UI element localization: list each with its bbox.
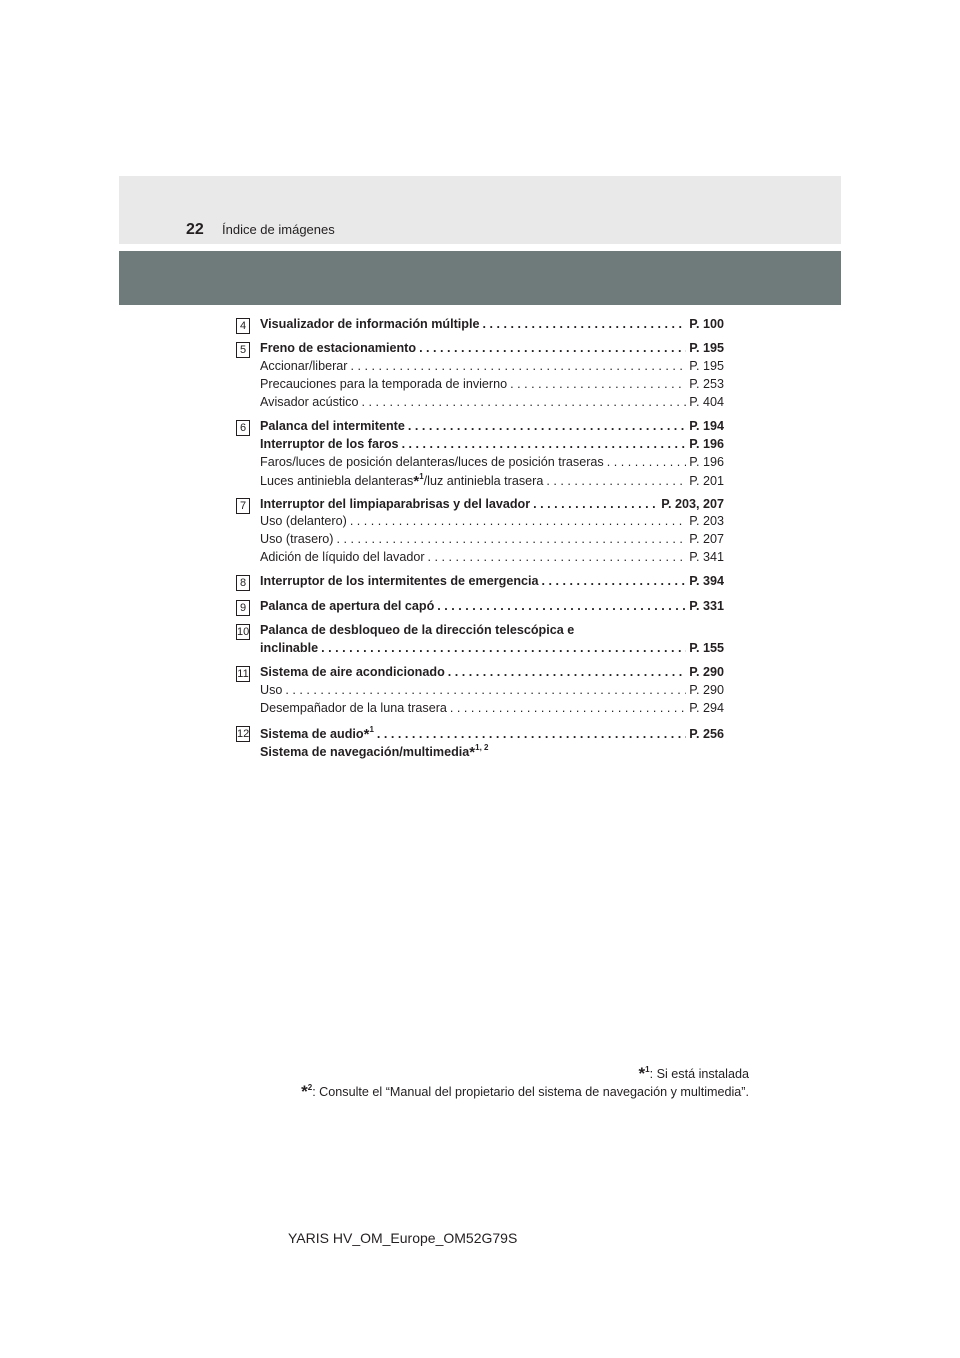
leader-dots <box>437 599 686 613</box>
page-reference: P. 341 <box>689 550 724 565</box>
index-subentry[interactable] <box>260 550 724 568</box>
index-group <box>236 497 724 568</box>
entry-label-text: Palanca de apertura del capó <box>260 598 435 613</box>
footnote-marker: 2 <box>307 1083 313 1092</box>
page-reference: P. 290 <box>689 665 724 680</box>
entry-label <box>260 395 358 409</box>
entry-label <box>260 550 425 564</box>
leader-dots <box>350 514 686 528</box>
entry-label <box>260 641 318 655</box>
index-subentry[interactable] <box>260 395 724 413</box>
entry-label-text: Sistema de aire acondicionado <box>260 665 445 680</box>
index-heading[interactable] <box>260 623 724 641</box>
footnote-marker: 1 <box>645 1065 650 1074</box>
leader-dots <box>361 395 686 409</box>
section-band <box>119 251 841 305</box>
item-number-badge: 10 <box>237 625 250 638</box>
entry-label <box>260 665 445 679</box>
entry-label-text: Visualizador de información múltiple <box>260 317 480 331</box>
entry-label <box>260 497 530 511</box>
item-number-badge: 11 <box>237 668 249 681</box>
leader-dots <box>546 474 686 488</box>
item-number-badge: 6 <box>236 420 250 436</box>
index-heading[interactable] <box>260 599 724 617</box>
footnote-ref: 1 <box>419 472 424 482</box>
footnote-star-icon: * <box>413 473 420 491</box>
page-reference: P. 201 <box>689 474 724 489</box>
entry-label-text: Uso (delantero) <box>260 514 347 529</box>
page-reference: P. 196 <box>689 454 724 469</box>
page-number: 22 <box>186 221 204 238</box>
item-number-badge: 12 <box>237 727 250 740</box>
item-number-badge: 5 <box>236 342 250 358</box>
entry-label-text: Uso (trasero) <box>260 532 334 547</box>
entry-label <box>260 574 539 588</box>
entry-label-text: Palanca del intermitente <box>260 418 405 433</box>
leader-dots <box>428 550 687 564</box>
item-number-badge: 9 <box>236 600 250 616</box>
leader-dots <box>542 574 687 588</box>
entry-label-text: Desempañador de la luna trasera <box>260 700 447 715</box>
index-subentry[interactable] <box>260 683 724 701</box>
page-reference: P. 256 <box>689 726 724 741</box>
leader-dots <box>607 455 686 469</box>
index-heading[interactable] <box>260 665 724 683</box>
index-heading[interactable] <box>260 437 724 455</box>
entry-label-text: Luces antiniebla delanteras <box>260 474 414 489</box>
index-heading[interactable] <box>260 641 724 659</box>
page-reference: P. 203, 207 <box>661 496 724 511</box>
leader-dots <box>450 701 686 715</box>
entry-label-text: Freno de estacionamiento <box>260 341 417 356</box>
index-subentry[interactable] <box>260 455 724 473</box>
leader-dots <box>351 359 687 373</box>
footnotes <box>301 1064 749 1100</box>
leader-dots <box>419 341 686 355</box>
entry-label-text: Palanca de desbloqueo de la dirección telescópica e <box>260 622 575 637</box>
index-subentry[interactable] <box>260 701 724 719</box>
entry-label-text: Interruptor de los intermitentes de emergencia <box>260 574 539 589</box>
index-group <box>236 623 724 659</box>
leader-dots <box>510 377 686 391</box>
leader-dots <box>285 683 686 697</box>
index-heading[interactable] <box>260 574 724 592</box>
entry-label-text: Faros/luces de posición delanteras/luces de posición traseras <box>260 454 604 469</box>
leader-dots <box>377 727 686 741</box>
footnote-star-icon: * <box>301 1082 308 1101</box>
page-reference: P. 331 <box>689 598 724 613</box>
index-heading[interactable] <box>260 743 724 761</box>
index-subentry[interactable] <box>260 359 724 377</box>
entry-label-text: Precauciones para la temporada de invierno <box>260 376 508 391</box>
item-number-badge: 4 <box>236 318 250 334</box>
item-number-badge: 7 <box>236 498 250 514</box>
leader-dots <box>483 317 687 331</box>
index-group <box>236 317 724 335</box>
item-number-badge: 8 <box>236 575 250 591</box>
footnote-star-icon: * <box>469 743 476 761</box>
index-heading[interactable] <box>260 497 724 515</box>
section-title: Índice de imágenes <box>222 222 335 237</box>
index-group <box>236 574 724 592</box>
entry-label <box>260 725 374 743</box>
index-heading[interactable] <box>260 725 724 743</box>
entry-label <box>260 623 574 637</box>
entry-label <box>260 743 488 761</box>
entry-label-text: Avisador acústico <box>260 394 359 409</box>
entry-label <box>260 419 405 433</box>
footnote <box>301 1082 749 1100</box>
footnote-text: : Si está instalada <box>649 1067 749 1081</box>
index-heading[interactable] <box>260 419 724 437</box>
page-reference: P. 394 <box>689 574 724 589</box>
page-reference: P. 196 <box>689 436 724 451</box>
leader-dots <box>321 641 686 655</box>
page-reference: P. 294 <box>689 700 724 715</box>
entry-label-text: Uso <box>260 682 283 697</box>
page-reference: P. 404 <box>689 394 724 409</box>
entry-label <box>260 359 348 373</box>
index-subentry[interactable] <box>260 514 724 532</box>
entry-label-text: inclinable <box>260 640 319 655</box>
page-reference: P. 290 <box>689 682 724 697</box>
page-reference: P. 195 <box>689 341 724 356</box>
entry-label <box>260 514 347 528</box>
footnote <box>301 1064 749 1082</box>
footnote-text: : Consulte el “Manual del propietario del sistema de navegación y multimedia”. <box>312 1085 749 1099</box>
entry-label-text: Adición de líquido del lavador <box>260 550 425 565</box>
index-group <box>236 419 724 490</box>
entry-label-text: Sistema de navegación/multimedia <box>260 744 470 759</box>
index-group <box>236 599 724 617</box>
page-reference: P. 195 <box>689 359 724 374</box>
index-subentry[interactable] <box>260 377 724 395</box>
page-reference: P. 207 <box>689 532 724 547</box>
footnote-ref: 1, 2 <box>475 742 489 752</box>
index-group <box>236 665 724 718</box>
index-group <box>236 725 724 761</box>
index-subentry[interactable] <box>260 472 724 490</box>
leader-dots <box>533 497 658 511</box>
entry-label <box>260 317 480 331</box>
index-subentry[interactable] <box>260 532 724 550</box>
entry-label-text: /luz antiniebla trasera <box>423 474 544 489</box>
entry-label <box>260 683 282 697</box>
footnote-star-icon: * <box>363 725 370 743</box>
entry-label <box>260 377 507 391</box>
entry-label-text: Accionar/liberar <box>260 359 348 374</box>
index-heading[interactable] <box>260 317 724 335</box>
entry-label-text: Sistema de audio <box>260 726 364 741</box>
page-reference: P. 203 <box>689 514 724 529</box>
index-entries <box>236 317 724 767</box>
entry-label-text: Interruptor del limpiaparabrisas y del lavador <box>260 496 531 511</box>
entry-label <box>260 472 543 490</box>
entry-label <box>260 341 416 355</box>
leader-dots <box>402 437 687 451</box>
entry-label <box>260 455 604 469</box>
entry-label <box>260 701 447 715</box>
entry-label-text: Interruptor de los faros <box>260 436 399 451</box>
page-reference: P. 155 <box>689 640 724 655</box>
index-heading[interactable] <box>260 341 724 359</box>
index-group <box>236 341 724 412</box>
footer-code: YARIS HV_OM_Europe_OM52G79S <box>288 1230 518 1246</box>
page-reference: P. 194 <box>689 418 724 433</box>
page-reference: P. 100 <box>689 317 724 331</box>
entry-label <box>260 599 434 613</box>
leader-dots <box>336 532 686 546</box>
footnote-ref: 1 <box>369 724 374 734</box>
entry-label <box>260 532 333 546</box>
leader-dots <box>448 665 686 679</box>
leader-dots <box>408 419 686 433</box>
footnote-star-icon: * <box>638 1064 646 1083</box>
page-reference: P. 253 <box>689 376 724 391</box>
entry-label <box>260 437 399 451</box>
